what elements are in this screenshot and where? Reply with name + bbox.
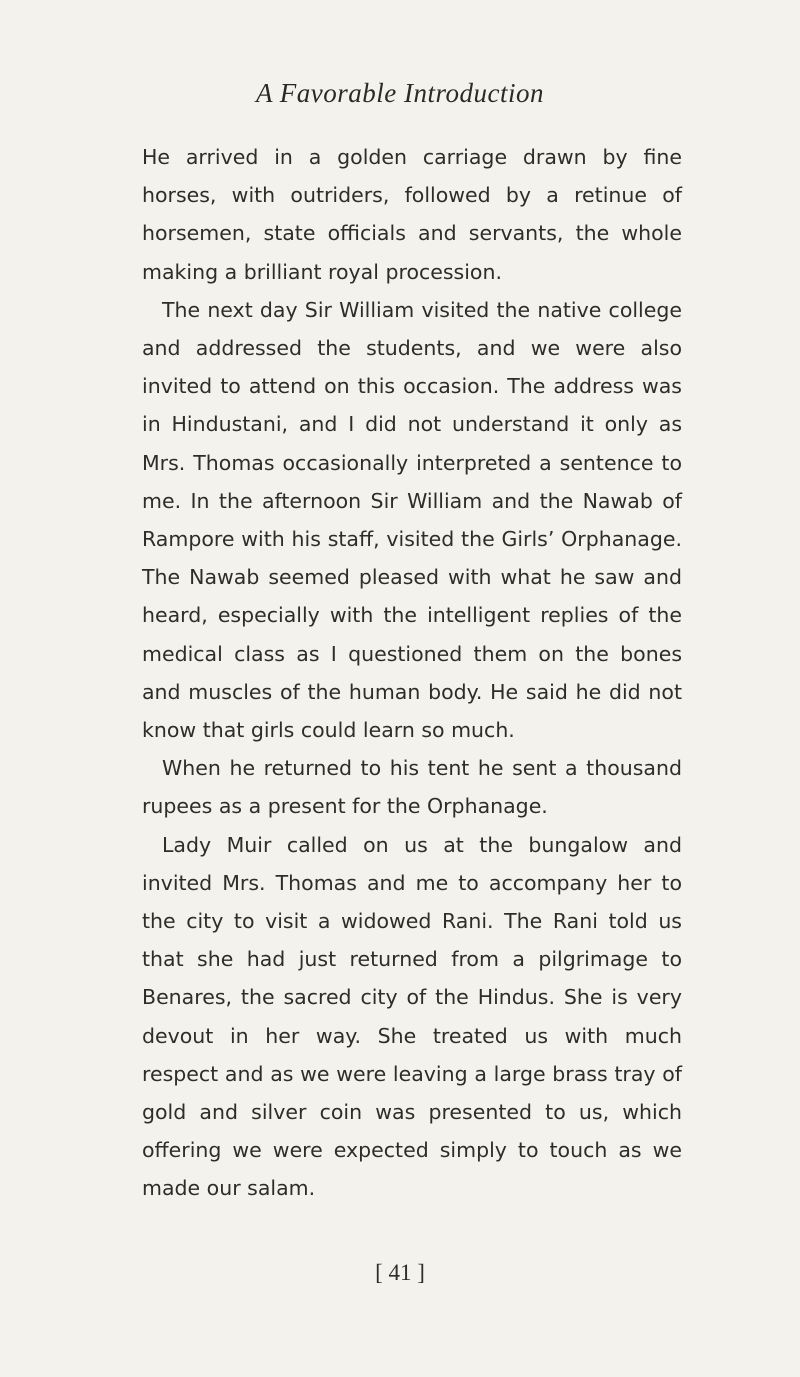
body-text xyxy=(142,138,682,1208)
paragraph: The next day Sir William visited the native college and addressed the students, and we were also invited to attend on this occasion. The address was in Hindustani, and I did not understand it only as Mrs. Thomas occasionally interpreted a sentence to me. In the afternoon Sir William and the Nawab of Rampore with his staff, visited the Girls’ Orphanage. The Nawab seemed pleased with what he saw and heard, especially with the intelligent replies of the medical class as I questioned them on the bones and muscles of the human body. He said he did not know that girls could learn so much. xyxy=(142,297,682,743)
paragraph: When he returned to his tent he sent a thousand rupees as a present for the Orphanage. xyxy=(142,756,682,819)
paragraph: Lady Muir called on us at the bungalow and invited Mrs. Thomas and me to accompany her to the city to visit a widowed Rani. The Rani told us that she had just returned from a pilgrimage to Benares, the sacred city of the Hindus. She is very devout in her way. She treated us with much respect and as we were leaving a large brass tray of gold and silver coin was presented to us, which offering we were expected simply to touch as we made our salam. xyxy=(142,832,682,1201)
running-head: A Favorable Introduction xyxy=(256,78,544,108)
paragraph: He arrived in a golden carriage drawn by fine horses, with outriders, followed by a retinue of horsemen, state officials and servants, the whole making a brilliant royal procession. xyxy=(142,145,682,284)
page-number: [ 41 ] xyxy=(375,1260,425,1285)
